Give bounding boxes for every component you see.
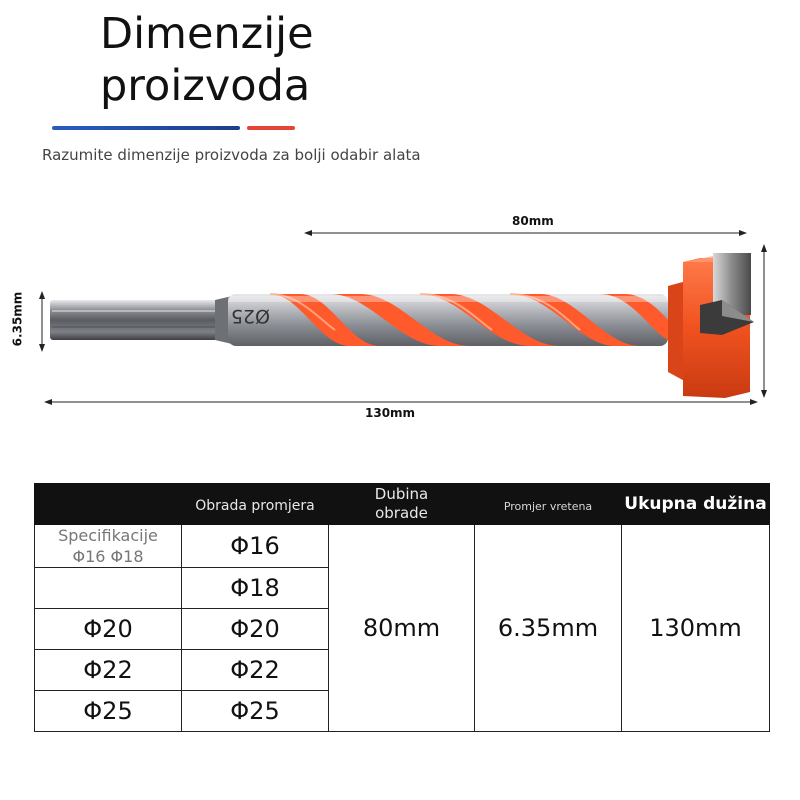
header-shank-diameter: Promjer vretena <box>475 484 622 525</box>
hex-shank <box>50 296 232 344</box>
subtitle: Razumite dimenzije proizvoda za bolji odabir alata <box>42 146 421 164</box>
header-empty <box>35 484 182 525</box>
total-length-cell: 130mm <box>622 525 770 732</box>
diameter-cell: Φ22 <box>182 650 329 691</box>
cutting-head <box>668 253 754 398</box>
header-processing-depth: Dubina obrade <box>329 484 475 525</box>
spec-cell: Φ25 <box>35 691 182 732</box>
diameter-cell: Φ16 <box>182 525 329 568</box>
header-processing-diameter: Obrada promjera <box>182 484 329 525</box>
dimension-6-35mm <box>39 291 45 352</box>
dimension-80mm-label: 80mm <box>512 214 554 228</box>
title-line-1: Dimenzije <box>100 9 314 59</box>
table-header-row <box>35 484 770 525</box>
engraving-text: Ø25 <box>230 305 270 327</box>
diameter-cell: Φ25 <box>182 691 329 732</box>
drill-shaft <box>228 294 668 346</box>
dimension-80mm <box>304 230 747 236</box>
spec-label-cell: Specifikacije Φ16 Φ18 <box>35 525 182 568</box>
dimension-130mm-label: 130mm <box>365 406 416 420</box>
title-line-2: proizvoda <box>100 61 311 111</box>
depth-cell: 80mm <box>329 525 475 732</box>
spec-cell: Φ20 <box>35 609 182 650</box>
diameter-cell: Φ20 <box>182 609 329 650</box>
spec-cell: Φ22 <box>35 650 182 691</box>
spec-table <box>34 483 770 732</box>
dimension-130mm <box>44 399 758 405</box>
dimension-6-35mm-label: 6.35mm <box>10 291 25 347</box>
table-row <box>35 525 770 568</box>
diameter-cell: Φ18 <box>182 568 329 609</box>
shank-cell: 6.35mm <box>475 525 622 732</box>
dimension-height <box>761 244 767 398</box>
spec-cell <box>35 568 182 609</box>
header-total-length: Ukupna dužina <box>622 484 770 525</box>
